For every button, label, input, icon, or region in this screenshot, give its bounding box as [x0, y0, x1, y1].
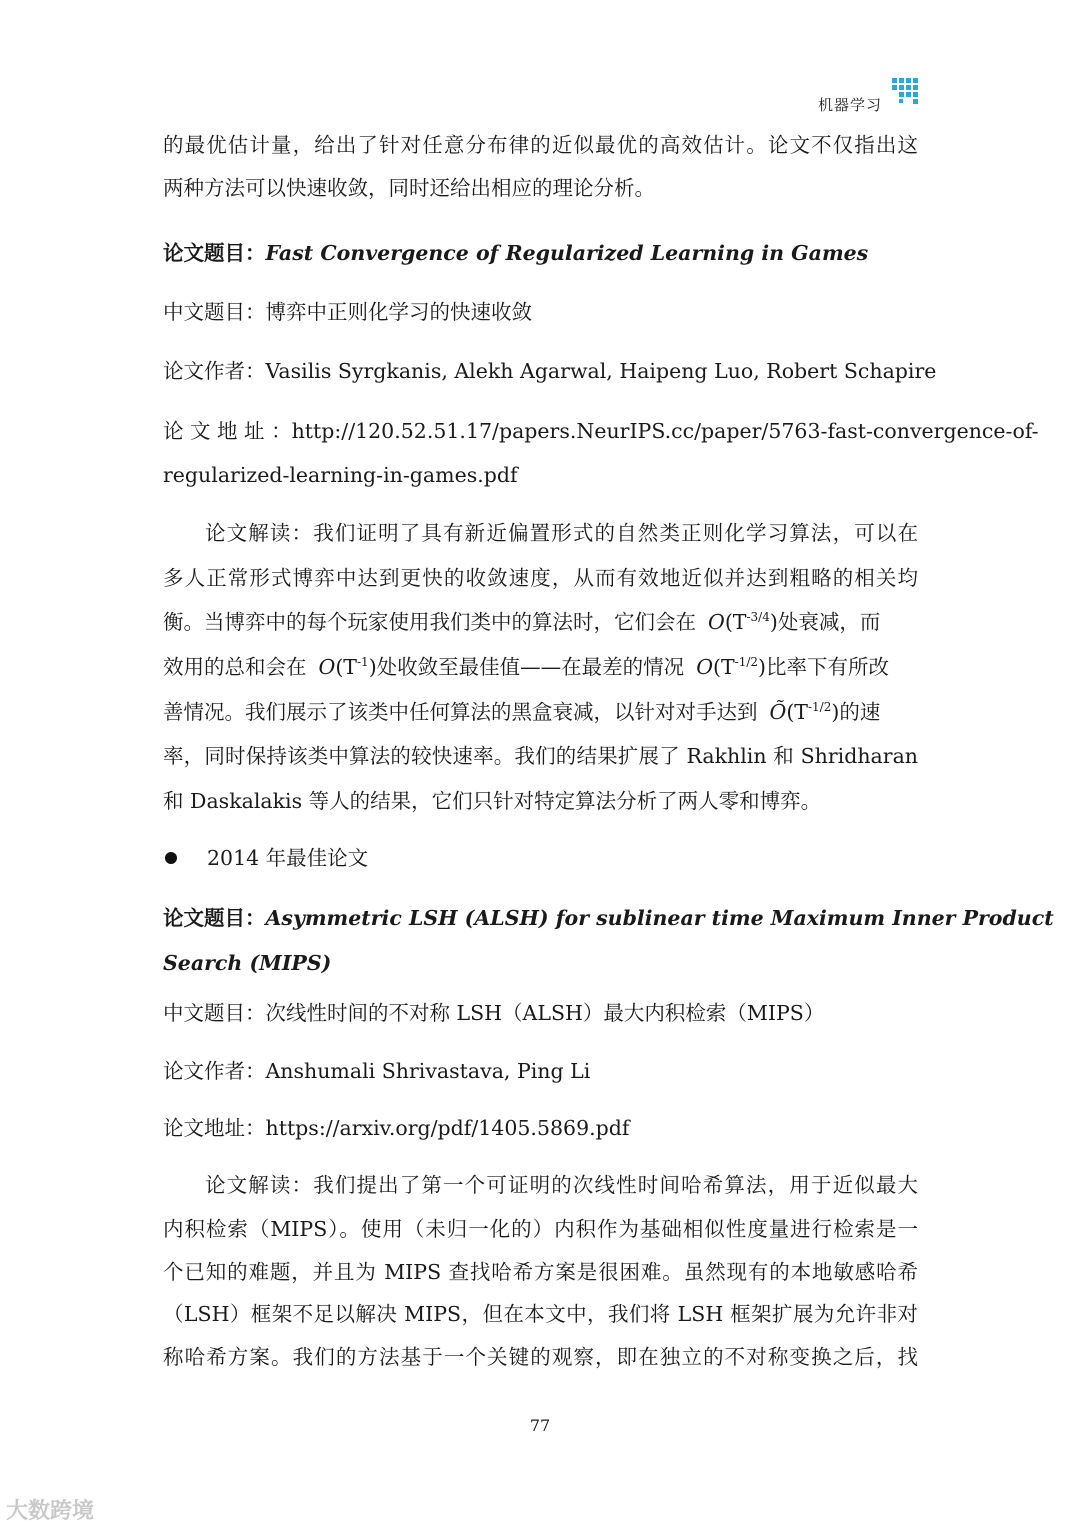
page-number: 77 [529, 1416, 551, 1435]
section-bullet-2014: 2014 年最佳论文 [207, 846, 369, 870]
paper1-title-label: 论文题目： [163, 241, 266, 265]
paper2-authors-label: 论文作者： [163, 1059, 266, 1083]
paper2-title-line1: Asymmetric LSH (ALSH) for sublinear time Maximum Inner Product [265, 906, 1054, 930]
text-segment: 衡。当博弈中的每个玩家使用我们类中的算法时，它们会在 [163, 610, 696, 634]
exponent: -3/4 [746, 610, 770, 624]
paper1-title: Fast Convergence of Regularized Learning in Games [265, 241, 869, 265]
paper1-url-line1[interactable]: http://120.52.51.17/papers.NeurIPS.cc/paper/5763-fast-convergence-of- [291, 419, 1039, 443]
text-segment: (T [335, 655, 357, 679]
paper2-title-label: 论文题目： [163, 906, 266, 930]
paper1-cn-title: 博弈中正则化学习的快速收敛 [265, 300, 532, 324]
exponent: -1/2 [807, 700, 832, 714]
continuation-line-1: 的最优估计量，给出了针对任意分布律的近似最优的高效估计。论文不仅指出这 [163, 133, 918, 157]
paper1-summary-line-6: 率，同时保持该类中算法的较快速率。我们的结果扩展了 Rakhlin 和 Shridharan [163, 744, 918, 768]
text-segment: (T [724, 610, 747, 634]
text-segment: 善情况。我们展示了该类中任何算法的黑盒衰减，以针对对手达到 [163, 700, 758, 724]
paper2-url-label: 论文地址： [163, 1116, 266, 1140]
text-segment: )处收敛至最佳值——在最差的情况 [368, 655, 685, 679]
paper1-summary-line-3 [163, 607, 918, 637]
paper2-title-line2: Search (MIPS) [163, 951, 332, 975]
text-segment: )比率下有所改 [758, 655, 890, 679]
paper1-summary-line-2: 多人正常形式博弈中达到更快的收敛速度，从而有效地近似并达到粗略的相关均 [163, 566, 918, 590]
text-segment: (T [713, 655, 735, 679]
paper1-summary-line-4 [163, 652, 918, 682]
paper2-summary-line-5: 称哈希方案。我们的方法基于一个关键的观察，即在独立的不对称变换之后，找 [163, 1345, 918, 1369]
paper2-title-row [163, 903, 1054, 933]
paper2-cn-title: 次线性时间的不对称 LSH（ALSH）最大内积检索（MIPS） [265, 1001, 825, 1025]
paper2-cn-title-label: 中文题目： [163, 1001, 266, 1025]
paper2-authors-row [163, 1056, 918, 1086]
paper1-summary-line-1: 论文解读：我们证明了具有新近偏置形式的自然类正则化学习算法，可以在 [205, 521, 918, 545]
big-o-tilde-symbol: Õ [769, 700, 787, 724]
big-o-symbol: O [696, 655, 713, 679]
exponent: -1 [356, 655, 369, 669]
paper2-summary-line-3: 个已知的难题，并且为 MIPS 查找哈希方案是很困难。虽然现有的本地敏感哈希 [163, 1260, 918, 1284]
paper1-authors-label: 论文作者： [163, 359, 266, 383]
paper2-url[interactable]: https://arxiv.org/pdf/1405.5869.pdf [265, 1116, 630, 1140]
paper1-cn-title-label: 中文题目： [163, 300, 266, 324]
text-segment: )的速 [831, 700, 881, 724]
continuation-line-2: 两种方法可以快速收敛，同时还给出相应的理论分析。 [163, 176, 655, 200]
paper2-summary-line-4: （LSH）框架不足以解决 MIPS，但在本文中，我们将 LSH 框架扩展为允许非对 [163, 1302, 918, 1326]
publisher-logo-icon [892, 78, 918, 106]
paper1-summary-line-7: 和 Daskalakis 等人的结果，它们只针对特定算法分析了两人零和博弈。 [163, 789, 822, 813]
paper1-cn-title-row [163, 297, 918, 327]
bullet-icon [165, 852, 177, 864]
paper2-authors: Anshumali Shrivastava, Ping Li [265, 1059, 591, 1083]
paper1-authors-row [163, 356, 937, 386]
text-segment: 效用的总和会在 [163, 655, 307, 679]
paper2-summary-line-2: 内积检索（MIPS）。使用（未归一化的）内积作为基础相似性度量进行检索是一 [163, 1217, 918, 1241]
paper1-url-label: 论 文 地 址 ： [163, 419, 292, 443]
big-o-symbol: O [708, 610, 725, 634]
paper2-summary-line-1: 论文解读：我们提出了第一个可证明的次线性时间哈希算法，用于近似最大 [205, 1173, 918, 1197]
paper1-url-line2[interactable]: regularized-learning-in-games.pdf [163, 463, 518, 487]
text-segment: )处衰减，而 [769, 610, 881, 634]
paper2-url-row [163, 1113, 918, 1143]
text-segment: (T [786, 700, 808, 724]
exponent: -1/2 [734, 655, 759, 669]
watermark: 大数跨境 [6, 1499, 95, 1524]
header-section-label: 机器学习 [818, 96, 883, 114]
paper1-url-row [163, 416, 1039, 446]
paper2-cn-title-row [163, 998, 918, 1028]
paper1-authors: Vasilis Syrgkanis, Alekh Agarwal, Haipeng Luo, Robert Schapire [265, 359, 937, 383]
paper1-summary-line-5 [163, 697, 918, 727]
paper1-title-row [163, 238, 918, 268]
big-o-symbol: O [318, 655, 336, 679]
